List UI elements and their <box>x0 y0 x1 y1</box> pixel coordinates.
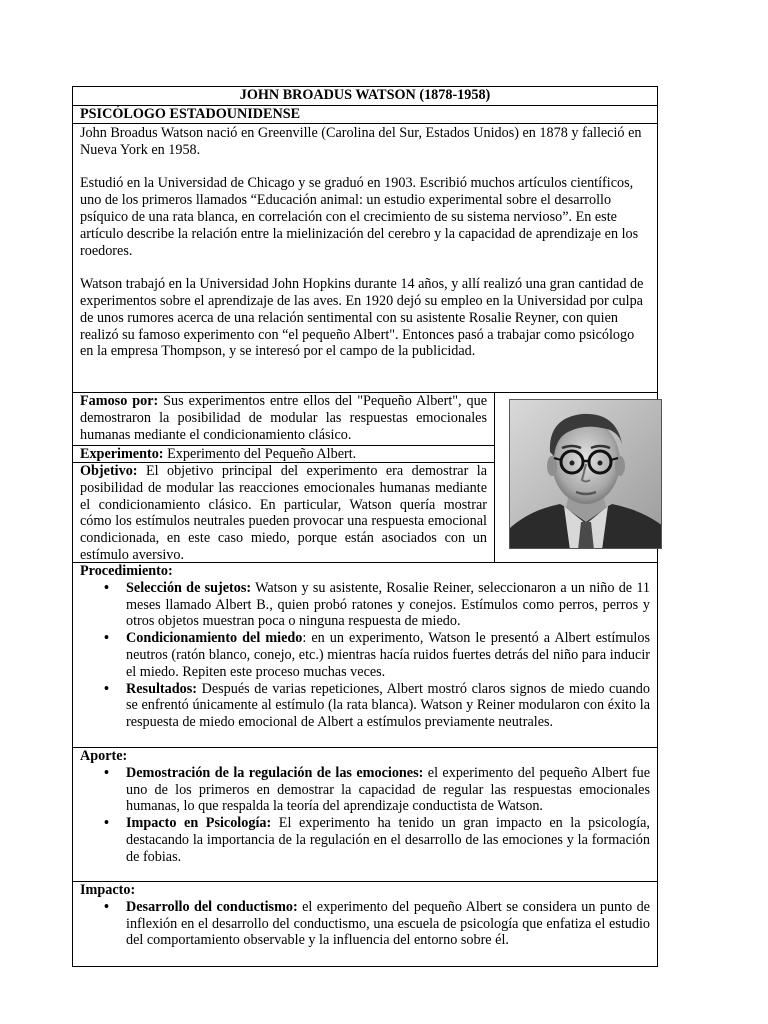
procedimiento-section <box>73 562 657 747</box>
famoso-por-cell <box>73 393 494 445</box>
aporte-list <box>80 765 650 866</box>
objetivo-text: El objetivo principal del experimento era demostrar la posibilidad de modular las reacciones emocionales humanas mediante el condicionamiento clásico. En particular, Watson quería mostrar cómo los estímulos neutrales pueden provocar una respuesta emocional condicionada, en este caso miedo, porque están asociados con un estímulo aversivo. <box>80 463 487 563</box>
list-item-text: el experimento del pequeño Albert se considera un punto de inflexión en el desarrollo del conductismo, una escuela de psicología que enfatiza el estudio del comportamiento observable y la influencia del entorno sobre él. <box>126 898 650 949</box>
biography-table <box>72 86 658 967</box>
famoso-por-text: Sus experimentos entre ellos del "Pequeño Albert", que demostraron la posibilidad de modular las respuestas emocionales humanas mediante el condicionamiento clásico. <box>80 393 488 443</box>
bio-paragraph: Watson trabajó en la Universidad John Hopkins durante 14 años, y allí realizó una gran cantidad de experimentos sobre el aprendizaje de las aves. En 1920 dejó su empleo en la Universidad por culpa de unos rumores acerca de una relación sentimental con su asistente Rosalie Reyner, con quien realizó su famoso experimento con “el pequeño Albert". Entonces pasó a trabajar como psicólogo en la empresa Thompson, y se interesó por el campo de la publicidad. <box>80 276 644 360</box>
bio-paragraph: John Broadus Watson nació en Greenville (Carolina del Sur, Estados Unidos) en 1878 y falleció en Nueva York en 1958. <box>80 125 642 158</box>
portrait-photo <box>509 399 662 549</box>
impacto-heading: Impacto: <box>80 882 136 898</box>
list-item <box>126 681 650 731</box>
list-item-label: Desarrollo del conductismo: <box>126 898 298 915</box>
aporte-heading: Aporte: <box>80 748 128 764</box>
procedimiento-list <box>80 580 650 731</box>
experiment-summary-section <box>73 392 657 562</box>
impacto-list <box>80 899 650 949</box>
list-item <box>126 580 650 630</box>
list-item-label: Condicionamiento del miedo <box>126 630 303 647</box>
list-item <box>126 630 650 680</box>
portrait-cell <box>495 393 657 562</box>
impacto-section <box>73 881 657 966</box>
experimento-label: Experimento: <box>80 446 164 462</box>
list-item-text: : en un experimento, Watson le presentó a Albert estímulos neutros (ratón blanco, conejo, etc.) mientras hacía ruidos fuertes detrás del niño para inducir el miedo. Repiten este proceso muchas veces. <box>126 630 650 680</box>
procedimiento-heading: Procedimiento: <box>80 563 173 579</box>
bio-paragraph: Estudió en la Universidad de Chicago y se graduó en 1903. Escribió muchos artículos científicos, uno de los primeros llamados “Educación animal: un estudio experimental sobre el desarrollo psíquico de una rata blanca, en correlación con el crecimiento de su sistema nervioso”. En este artículo describe la relación entre la mielinización del cerebro y la capacidad de aprendizaje en los roedores. <box>80 175 639 259</box>
list-item-label: Demostración de la regulación de las emociones: <box>126 764 424 781</box>
list-item-label: Impacto en Psicología: <box>126 815 272 832</box>
list-item <box>126 765 650 815</box>
famoso-por-label: Famoso por: <box>80 393 159 409</box>
document-subtitle: PSICÓLOGO ESTADOUNIDENSE <box>73 105 657 123</box>
list-item-label: Selección de sujetos: <box>126 579 252 596</box>
list-item-text: el experimento del pequeño Albert fue uno de los primeros en demostrar la capacidad de regular las respuestas emocionales humanas, lo que respalda la teoría del aprendizaje conductista de Watson. <box>126 764 650 815</box>
experimento-cell <box>73 445 494 462</box>
experiment-summary-text <box>73 393 495 562</box>
aporte-section <box>73 747 657 881</box>
objetivo-cell <box>73 462 494 561</box>
list-item-text: El experimento ha tenido un gran impacto en la psicología, destacando la importancia de la regulación en el desarrollo de las emociones y la formación de fobias. <box>126 815 650 865</box>
list-item-text: Watson y su asistente, Rosalie Reiner, seleccionaron a un niño de 11 meses llamado Albert B., quien probó ratones y conejos. Estímulos como perros, perros y otros objetos muestran poca o ninguna respuesta de miedo. <box>126 579 650 630</box>
list-item-label: Resultados: <box>126 680 197 697</box>
experimento-text: Experimento del Pequeño Albert. <box>163 446 357 462</box>
document-title: JOHN BROADUS WATSON (1878-1958) <box>239 87 491 103</box>
list-item-text: Después de varias repeticiones, Albert mostró claros signos de miedo cuando se enfrentó únicamente al estímulo (la rata blanca). Watson y Reiner modularon con éxito la respuesta de miedo emocional de Albert a estímulos previamente neutrales. <box>126 680 650 731</box>
list-item <box>126 899 650 949</box>
biography-section <box>73 123 657 392</box>
objetivo-label: Objetivo: <box>80 463 138 479</box>
list-item <box>126 815 650 865</box>
